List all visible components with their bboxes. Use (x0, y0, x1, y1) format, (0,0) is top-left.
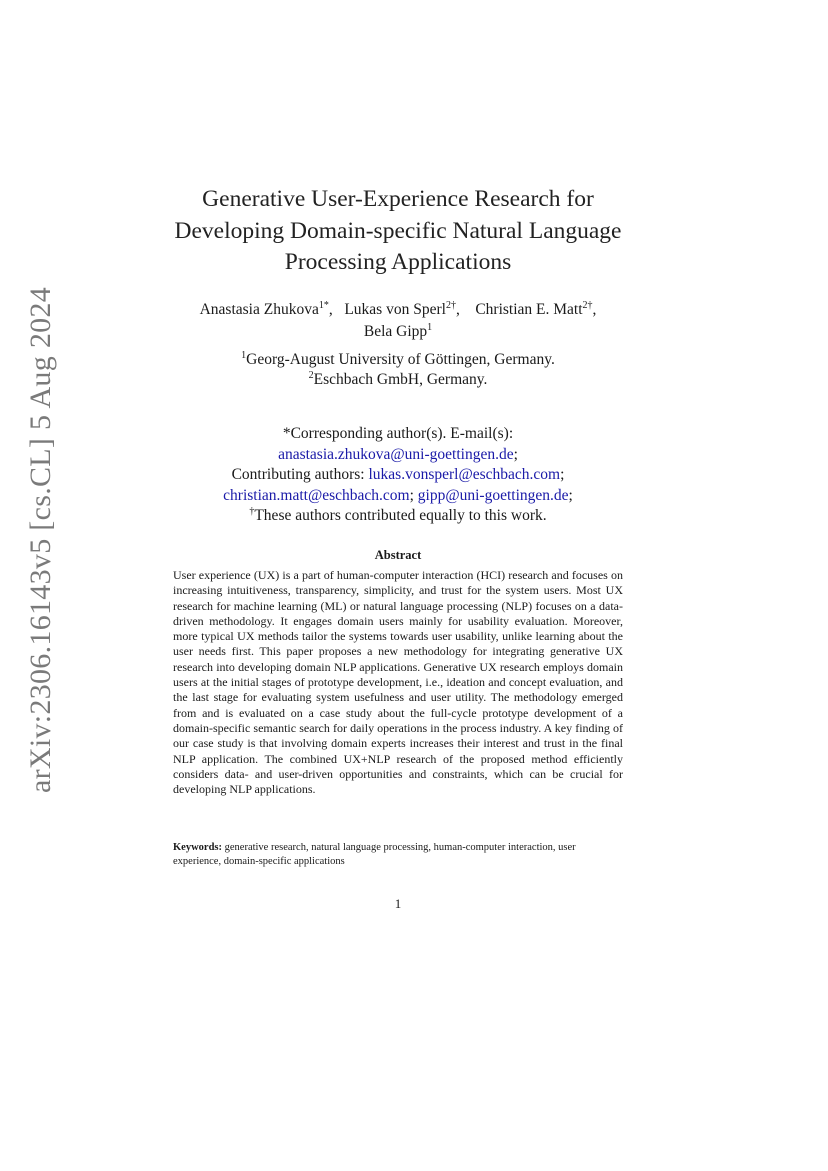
author-name: Lukas von Sperl (344, 301, 446, 318)
arxiv-identifier: arXiv:2306.16143v5 [cs.CL] 5 Aug 2024 (24, 286, 57, 794)
abstract-heading: Abstract (374, 548, 422, 562)
paper-title (150, 184, 646, 279)
author-name: Christian E. Matt (475, 301, 583, 318)
email-link[interactable]: lukas.vonsperl@eschbach.com (368, 466, 561, 484)
keywords (173, 841, 623, 868)
keywords-label: Keywords: (173, 842, 222, 853)
author-name: Bela Gipp (363, 322, 428, 340)
author-sup: 2† (445, 299, 456, 311)
affiliation-line: $^2$Eschbach GmbH, Germany. (308, 369, 488, 388)
title-line: Developing Domain-specific Natural Language (174, 217, 622, 244)
affiliation-line: $^1$Georg-August University of Göttingen, Germany. (241, 349, 555, 368)
author-name: Anastasia Zhukova (199, 301, 319, 318)
author-list: Anastasia Zhukova$^{1*}$, Lukas von Sperl$^{2\dagger}$, Christian E. Matt$^{2\dagger}$, Bela Gipp$^1$ (199, 299, 597, 340)
abstract-text: User experience (UX) is a part of human-computer interaction (HCI) research and focuses on increasing intuitiveness, transparency, simplicity, and trust for the system users. Most UX research for machine learning (ML) or natural language processing (NLP) focuses on a data-driven methodology. It engages domain users mainly for usability evaluation. Moreover, more typical UX methods tailor the systems towards user usability, unlike learning about the user needs first. This paper proposes a new methodology for integrating generative UX research into developing domain NLP applications. Generative UX research employs domain users at the initial stages of prototype development, i.e., ideation and concept evaluation, and the last stage for evaluating system usefulness and user utility. The methodology emerged from and is evaluated on a case study about the full-cycle prototype development of a domain-specific semantic search for daily operations in the process industry. A key finding of our case study is that involving domain experts increases their interest and trust in the final NLP application. The combined UX+NLP research of the proposed method efficiently considers data- and user-driven opportunities and constraints, which can be crucial for developing NLP applications. (173, 568, 623, 797)
equal-contribution-note: These authors contributed equally to this work. (254, 507, 547, 525)
arxiv-identifier-margin (24, 200, 58, 880)
author-sup: 1* (318, 299, 329, 311)
author-sup: 2† (582, 299, 593, 311)
dagger-mark: † (249, 506, 255, 518)
keywords-text: generative research, natural language processing, human-computer interaction, user experience, domain-specific applications (173, 842, 576, 867)
author-sup: 1 (427, 321, 433, 333)
email-link[interactable]: anastasia.zhukova@uni-goettingen.de (278, 445, 514, 463)
title-line: Processing Applications (284, 249, 512, 275)
affiliations (140, 350, 656, 390)
email-link[interactable]: christian.matt@eschbach.com (223, 486, 410, 504)
email-link[interactable]: gipp@uni-goettingen.de (417, 486, 569, 504)
contact-block: *Corresponding author(s). E-mail(s): anastasia.zhukova@uni-goettingen.de; Contributing authors: lukas.vonsperl@eschbach.com; christian.matt@eschbach.com; gipp@uni-goettingen.de; †These authors contributed equally to this work. (140, 424, 656, 527)
contributing-label: Contributing authors: (231, 466, 369, 484)
title-line: Generative User-Experience Research for (202, 186, 594, 212)
page-number: 1 (394, 896, 402, 911)
corresponding-label: *Corresponding author(s). E-mail(s): (282, 425, 514, 442)
